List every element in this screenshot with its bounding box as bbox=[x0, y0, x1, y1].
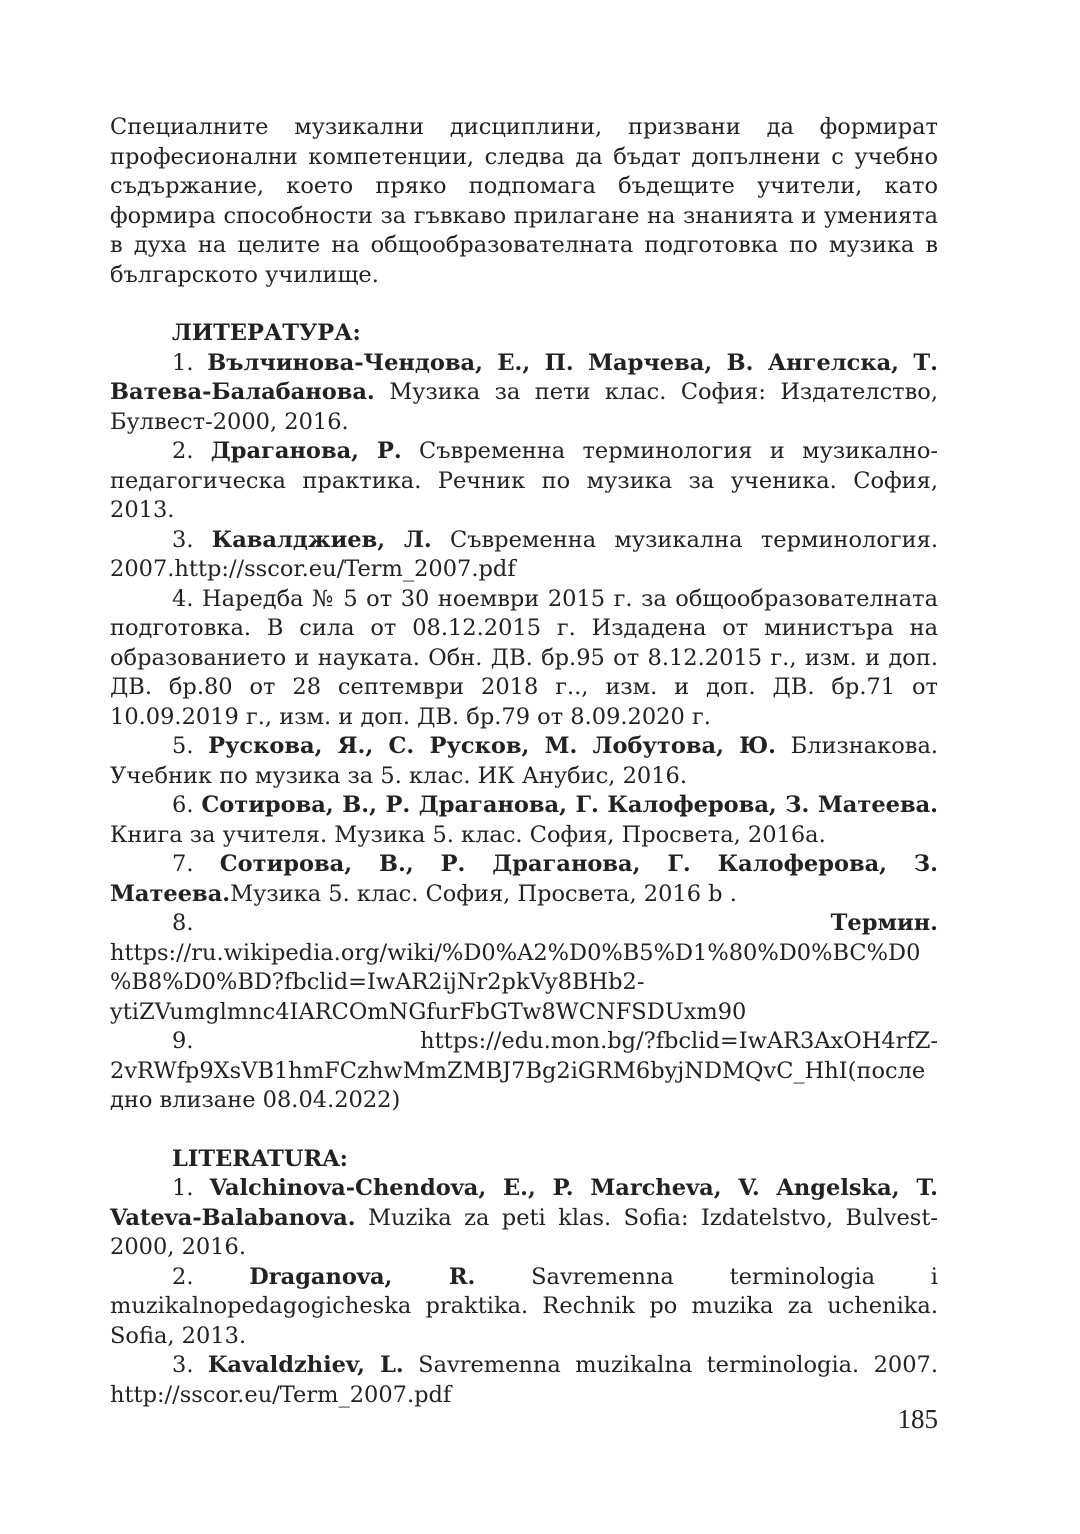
reference-number: 3. bbox=[172, 526, 194, 553]
reference-item bbox=[110, 909, 938, 1027]
reference-link[interactable]: https://edu.mon.bg/?fbclid=IwAR3AxOH4rfZ-2vRWfp9XsVB1hmFCzhwMmZMBJ7Bg2iGRM6byjNDMQvC_HhI(последно влизане 08.04.2022) bbox=[110, 1028, 938, 1113]
reference-number: 1. bbox=[172, 349, 194, 376]
reference-number: 9. bbox=[172, 1028, 194, 1054]
reference-authors: Сотирова, В., Р. Драганова, Г. Калоферова, З. Матеева. bbox=[110, 851, 938, 907]
reference-authors: Вълчинова-Чендова, Е., П. Марчева, В. Ангелска, Т. Ватева-Балабанова. bbox=[110, 349, 938, 405]
reference-number: 1. bbox=[172, 1175, 194, 1201]
intro-paragraph: Специалните музикални дисциплини, призвани да формират професионални компетенции, следва да бъдат допълнени с учебно съдържание, което пряко подпомага бъдещите учители, като формира способности за гъвкаво прилагане на знанията и уменията в духа на целите на общообразователната подготовка по музика в българското училище. bbox=[110, 114, 938, 288]
page-body bbox=[110, 113, 938, 1410]
reference-item bbox=[110, 1351, 938, 1410]
reference-number: 2. bbox=[172, 1263, 194, 1290]
reference-authors: Драганова, Р. bbox=[210, 438, 402, 464]
section-title: LITERATURA: bbox=[172, 1145, 348, 1172]
reference-number: 2. bbox=[172, 438, 194, 464]
reference-authors: Термин. bbox=[830, 910, 938, 936]
reference-details: Savremenna muzikalna terminologia. 2007. http://sscor.eu/Term_2007.pdf bbox=[110, 1352, 939, 1408]
reference-details: Музика за пети клас. София: Издателство, Булвест-2000, 2016. bbox=[110, 379, 938, 435]
reference-details: Съвременна музикална терминология. 2007.http://sscor.eu/Term_2007.pdf bbox=[110, 526, 939, 582]
reference-authors: Рускова, Я., С. Русков, М. Лобутова, Ю. bbox=[208, 733, 777, 759]
reference-authors: Draganova, R. bbox=[249, 1263, 476, 1290]
reference-details: Savremenna terminologia i muzikalnopedagogicheska praktika. Rechnik po muzika za uchenika. Sofia, 2013. bbox=[110, 1263, 938, 1349]
page-number: 185 bbox=[897, 1404, 938, 1434]
reference-item bbox=[110, 850, 938, 909]
reference-authors: Valchinova-Chendova, E., P. Marcheva, V. Angelska, T. Vateva-Balabanova. bbox=[110, 1175, 938, 1231]
reference-details: Музика 5. клас. София, Просвета, 2016 b . bbox=[230, 880, 737, 907]
reference-number: 4. bbox=[172, 585, 194, 612]
reference-details: Книга за учителя. Музика 5. клас. София, Просвета, 2016а. bbox=[110, 821, 826, 848]
reference-number: 3. bbox=[172, 1352, 194, 1378]
reference-details: Близнакова. Учебник по музика за 5. клас. ИК Анубис, 2016. bbox=[110, 733, 939, 789]
reference-item bbox=[110, 437, 938, 526]
literatura-bg-section bbox=[110, 319, 938, 1116]
reference-item bbox=[110, 585, 938, 733]
literatura-lat-section bbox=[110, 1145, 938, 1411]
reference-item bbox=[110, 526, 938, 585]
reference-item bbox=[110, 1263, 938, 1352]
reference-number: 8. bbox=[172, 910, 194, 936]
reference-authors: Кавалджиев, Л. bbox=[211, 526, 432, 553]
reference-number: 7. bbox=[172, 851, 194, 877]
reference-link[interactable]: https://ru.wikipedia.org/wiki/%D0%A2%D0%B5%D1%80%D0%BC%D0%B8%D0%BD?fbclid=IwAR2ijNr2pkVy8BHb2-ytiZVumglmnc4IARCOmNGfurFbGTw8WCNFSDUxm90 bbox=[110, 939, 921, 1025]
reference-item bbox=[110, 1174, 938, 1263]
reference-details: Наредба № 5 от 30 ноември 2015 г. за общообразователната подготовка. В сила от 08.12.2015 г. Издадена от министъра на образованието и науката. Обн. ДВ. бр.95 от 8.12.2015 г., изм. и доп. ДВ. бр.80 от 28 септември 2018 г.., изм. и доп. ДВ. бр.71 от 10.09.2019 г., изм. и доп. ДВ. бр.79 от 8.09.2020 г. bbox=[110, 585, 938, 730]
reference-details: Muzika za peti klas. Sofia: Izdatelstvo, Bulvest-2000, 2016. bbox=[110, 1204, 938, 1260]
reference-item bbox=[110, 349, 938, 438]
section-title: ЛИТЕРАТУРА: bbox=[172, 320, 361, 346]
reference-item bbox=[110, 732, 938, 791]
reference-item bbox=[110, 1027, 938, 1116]
reference-authors: Сотирова, В., Р. Драганова, Г. Калоферова, З. Матеева. bbox=[201, 792, 938, 818]
reference-item bbox=[110, 791, 938, 850]
reference-authors: Kavaldzhiev, L. bbox=[207, 1352, 404, 1378]
reference-details: Съвременна терминология и музикално-педагогическа практика. Речник по музика за ученика. София, 2013. bbox=[110, 438, 939, 523]
reference-number: 5. bbox=[172, 733, 194, 759]
reference-number: 6. bbox=[172, 792, 194, 818]
